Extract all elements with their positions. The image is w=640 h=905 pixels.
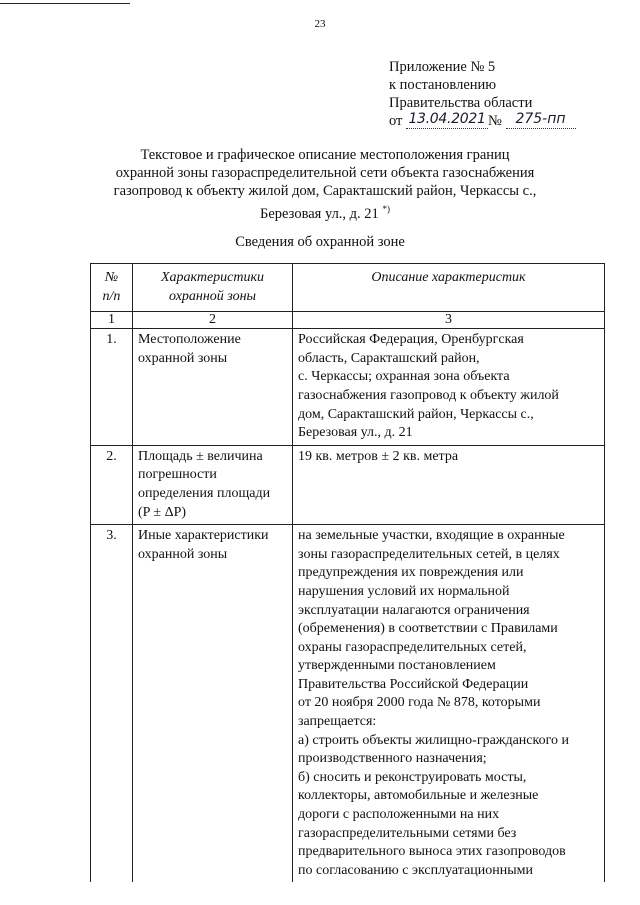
column-number-row <box>91 312 605 329</box>
characteristic-cell: Местоположение охранной зоны <box>133 329 293 446</box>
header-cell: Описание характеристик <box>293 264 605 312</box>
table-row <box>91 329 605 446</box>
footnote-mark: *) <box>382 204 390 214</box>
description-cell: Российская Федерация, Оренбургская область, Саракташский район, с. Черкассы; охранная зона объекта газоснабжения газопровод к объекту жилой дом, Саракташский район, Черкассы с., Березовая ул., д. 21 <box>293 329 605 446</box>
table-row <box>91 445 605 524</box>
column-number-cell: 2 <box>133 312 293 329</box>
appendix-from: от <box>389 113 403 129</box>
description-cell: на земельные участки, входящие в охранные зоны газораспределительных сетей, в целях предупреждения их повреждения или нарушения условий их нормальной эксплуатации налагаются ограничения (обременения) в соответствии с Правилами охраны газораспределительных сетей, утвержденными постановлением Правительства Российской Федерации от 20 ноября 2000 года № 878, которыми запрещается: а) строить объекты жилищно-гражданского и производственного назначения; б) сносить и реконструировать мосты, коллекторы, автомобильные и железные дороги с расположенными на них газораспределительными сетями без предварительного выноса этих газопроводов по согласованию с эксплуатационными <box>293 525 605 883</box>
appendix-line-2: к постановлению <box>389 77 497 93</box>
characteristic-cell: Иные характеристики охранной зоны <box>133 525 293 883</box>
page-number: 23 <box>314 18 326 30</box>
row-number-cell: 2. <box>91 445 133 524</box>
table-row <box>91 525 605 883</box>
header-cell: Характеристики охранной зоны <box>133 264 293 312</box>
appendix-number-sign: № <box>488 113 502 129</box>
title-line-3: газопровод к объекту жилой дом, Саракташский район, Черкассы с., <box>113 183 537 199</box>
appendix-block <box>389 58 576 131</box>
title-line-2: охранной зоны газораспределительной сети объекта газоснабжения <box>115 165 535 181</box>
section-title: Сведения об охранной зоне <box>235 234 405 250</box>
top-rule <box>0 3 130 4</box>
handwritten-number: 275-пп <box>506 110 576 129</box>
appendix-line-3: Правительства области <box>389 95 533 111</box>
header-cell: № п/п <box>91 264 133 312</box>
description-cell: 19 кв. метров ± 2 кв. метра <box>293 445 605 524</box>
appendix-date-line <box>389 112 576 131</box>
zone-info-table <box>90 263 605 882</box>
handwritten-date: 13.04.2021 <box>406 110 488 129</box>
row-number-cell: 1. <box>91 329 133 446</box>
column-number-cell: 1 <box>91 312 133 329</box>
column-number-cell: 3 <box>293 312 605 329</box>
title-line-4-text: Березовая ул., д. 21 <box>260 205 379 222</box>
document-title <box>90 146 560 223</box>
table-header-row <box>91 264 605 312</box>
characteristic-cell: Площадь ± величина погрешности определения площади (P ± ΔP) <box>133 445 293 524</box>
title-line-1: Текстовое и графическое описание местоположения границ <box>140 147 510 163</box>
appendix-line-1: Приложение № 5 <box>389 59 496 75</box>
row-number-cell: 3. <box>91 525 133 883</box>
title-line-4 <box>90 200 560 223</box>
